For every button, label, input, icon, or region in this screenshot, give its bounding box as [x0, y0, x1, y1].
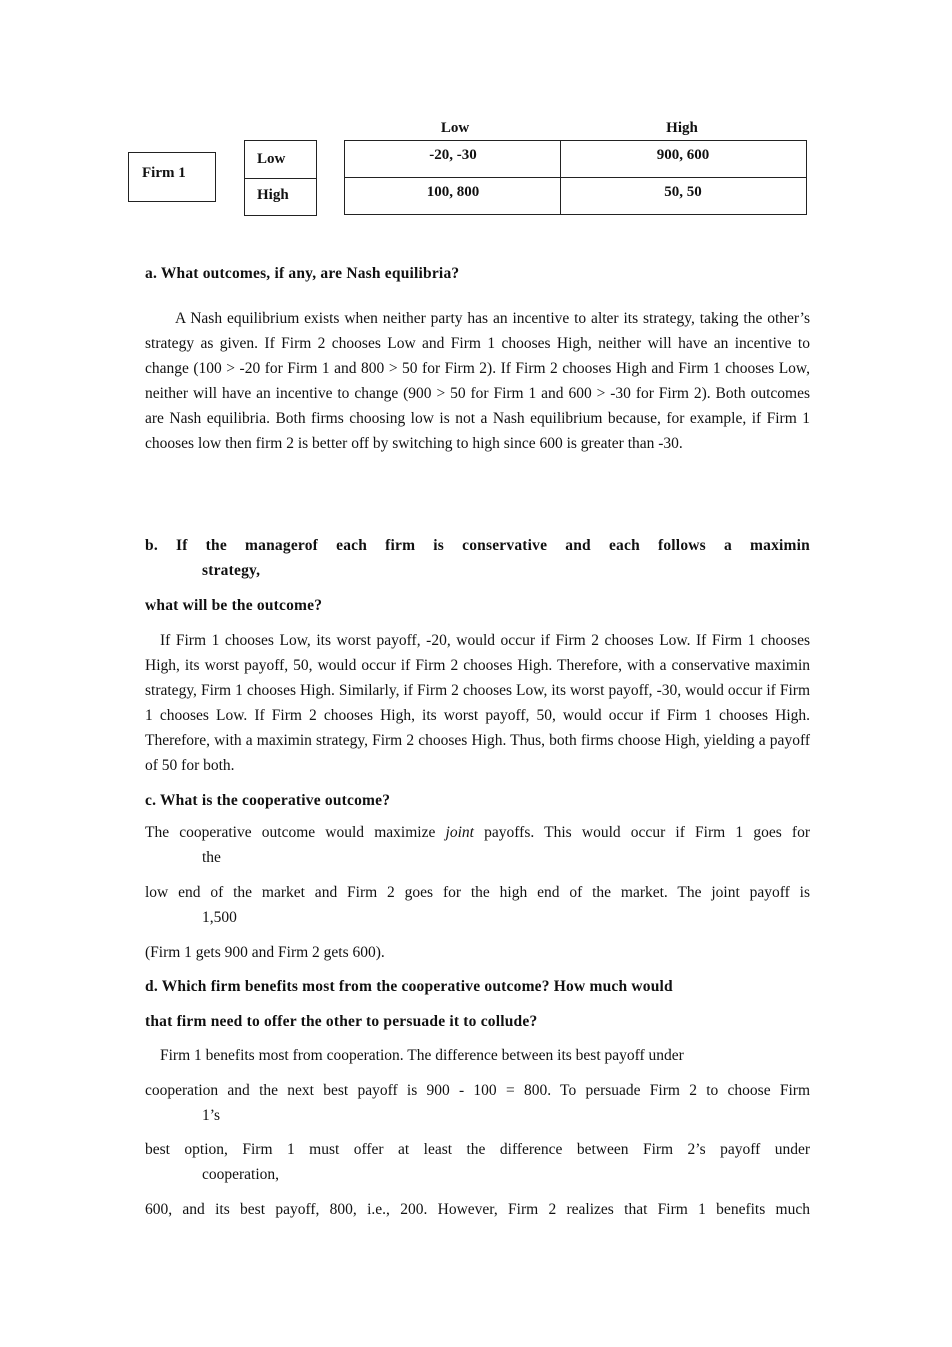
- cell-high-low: [345, 178, 561, 215]
- row-label-low: Low: [257, 151, 286, 167]
- answer-a-paragraph: A Nash equilibrium exists when neither party has an incentive to alter its strategy, taking the other’s strategy as given. If Firm 2 chooses Low and Firm 1 chooses High, neither will have an incentive to change (100 > -20 for Firm 1 and 800 > 50 for Firm 2). If Firm 2 chooses High and Firm 1 chooses Low, neither will have an incentive to change (900 > 50 for Firm 1 and 600 > -30 for Firm 2). Both outcomes are Nash equilibria. Both firms choosing low is not a Nash equilibrium because, for example, if Firm 1 chooses low then firm 2 is better off by switching to high since 600 is greater than -30.: [145, 310, 810, 452]
- answer-c-line1-cont: the: [202, 849, 221, 866]
- firm1-label-box: [128, 152, 216, 202]
- answer-c-line2-cont: 1,500: [202, 909, 237, 926]
- answer-d-line2-cont: 1’s: [202, 1107, 221, 1124]
- answer-c-line3: (Firm 1 gets 900 and Firm 2 gets 600).: [145, 944, 385, 961]
- answer-d-line3-cont: cooperation,: [202, 1166, 280, 1183]
- cell-value: 50, 50: [664, 184, 702, 200]
- cell-value: 100, 800: [426, 184, 480, 200]
- row-label-high: High: [257, 187, 289, 203]
- answer-d-line4: 600, and its best payoff, 800, i.e., 200. However, Firm 2 realizes that Firm 1 benefits much: [145, 1201, 810, 1218]
- question-b-heading-line2: strategy,: [202, 562, 261, 579]
- column-header-high: High: [666, 120, 698, 136]
- answer-c-line2: low end of the market and Firm 2 goes for the high end of the market. The joint payoff is: [145, 884, 810, 901]
- firm1-label: Firm 1: [142, 165, 186, 181]
- payoff-grid: [344, 140, 807, 215]
- question-a-heading: a. What outcomes, if any, are Nash equilibria?: [145, 265, 460, 282]
- text-run: payoffs. This would occur if Firm 1 goes for: [473, 824, 810, 841]
- answer-b-paragraph: If Firm 1 chooses Low, its worst payoff, -20, would occur if Firm 2 chooses Low. If Firm 1 chooses High, its worst payoff, 50, would occur if Firm 2 chooses High. Therefore, with a conservative maximin strategy, Firm 1 chooses High. Similarly, if Firm 2 chooses Low, its worst payoff, -30, would occur if Firm 1 chooses Low. If Firm 2 chooses High, its worst payoff, 50, would occur if Firm 1 chooses High. Therefore, with a maximin strategy, Firm 2 chooses High. Thus, both firms choose High, yielding a payoff of 50 for both.: [145, 632, 810, 774]
- emphasis-joint: joint: [445, 824, 474, 841]
- answer-d-line2: cooperation and the next best payoff is 900 - 100 = 800. To persuade Firm 2 to choose Firm: [145, 1082, 810, 1099]
- cell-high-high: [561, 178, 805, 215]
- cell-low-low: [345, 141, 561, 178]
- question-b-heading-line3: what will be the outcome?: [145, 597, 323, 614]
- question-d-heading-line2: that firm need to offer the other to persuade it to collude?: [145, 1013, 538, 1030]
- grid-vertical-divider: [560, 141, 561, 214]
- answer-d-line3: best option, Firm 1 must offer at least the difference between Firm 2’s payoff under: [145, 1141, 810, 1158]
- cell-value: 900, 600: [656, 147, 710, 163]
- answer-c-line1: [145, 824, 810, 842]
- row-divider: [245, 178, 316, 179]
- cell-low-high: [561, 141, 805, 178]
- grid-horizontal-divider: [345, 177, 806, 178]
- question-c-heading: c. What is the cooperative outcome?: [145, 792, 391, 809]
- column-header-low: Low: [440, 120, 470, 136]
- cell-value: -20, -30: [429, 147, 477, 163]
- question-d-heading-line1: d. Which firm benefits most from the cooperative outcome? How much would: [145, 978, 673, 995]
- answer-d-line1: Firm 1 benefits most from cooperation. The difference between its best payoff under: [160, 1047, 684, 1064]
- question-b-heading-line1: b. If the managerof each firm is conservative and each follows a maximin: [145, 537, 810, 554]
- row-labels-box: [244, 140, 317, 216]
- text-run: The cooperative outcome would maximize: [145, 824, 446, 841]
